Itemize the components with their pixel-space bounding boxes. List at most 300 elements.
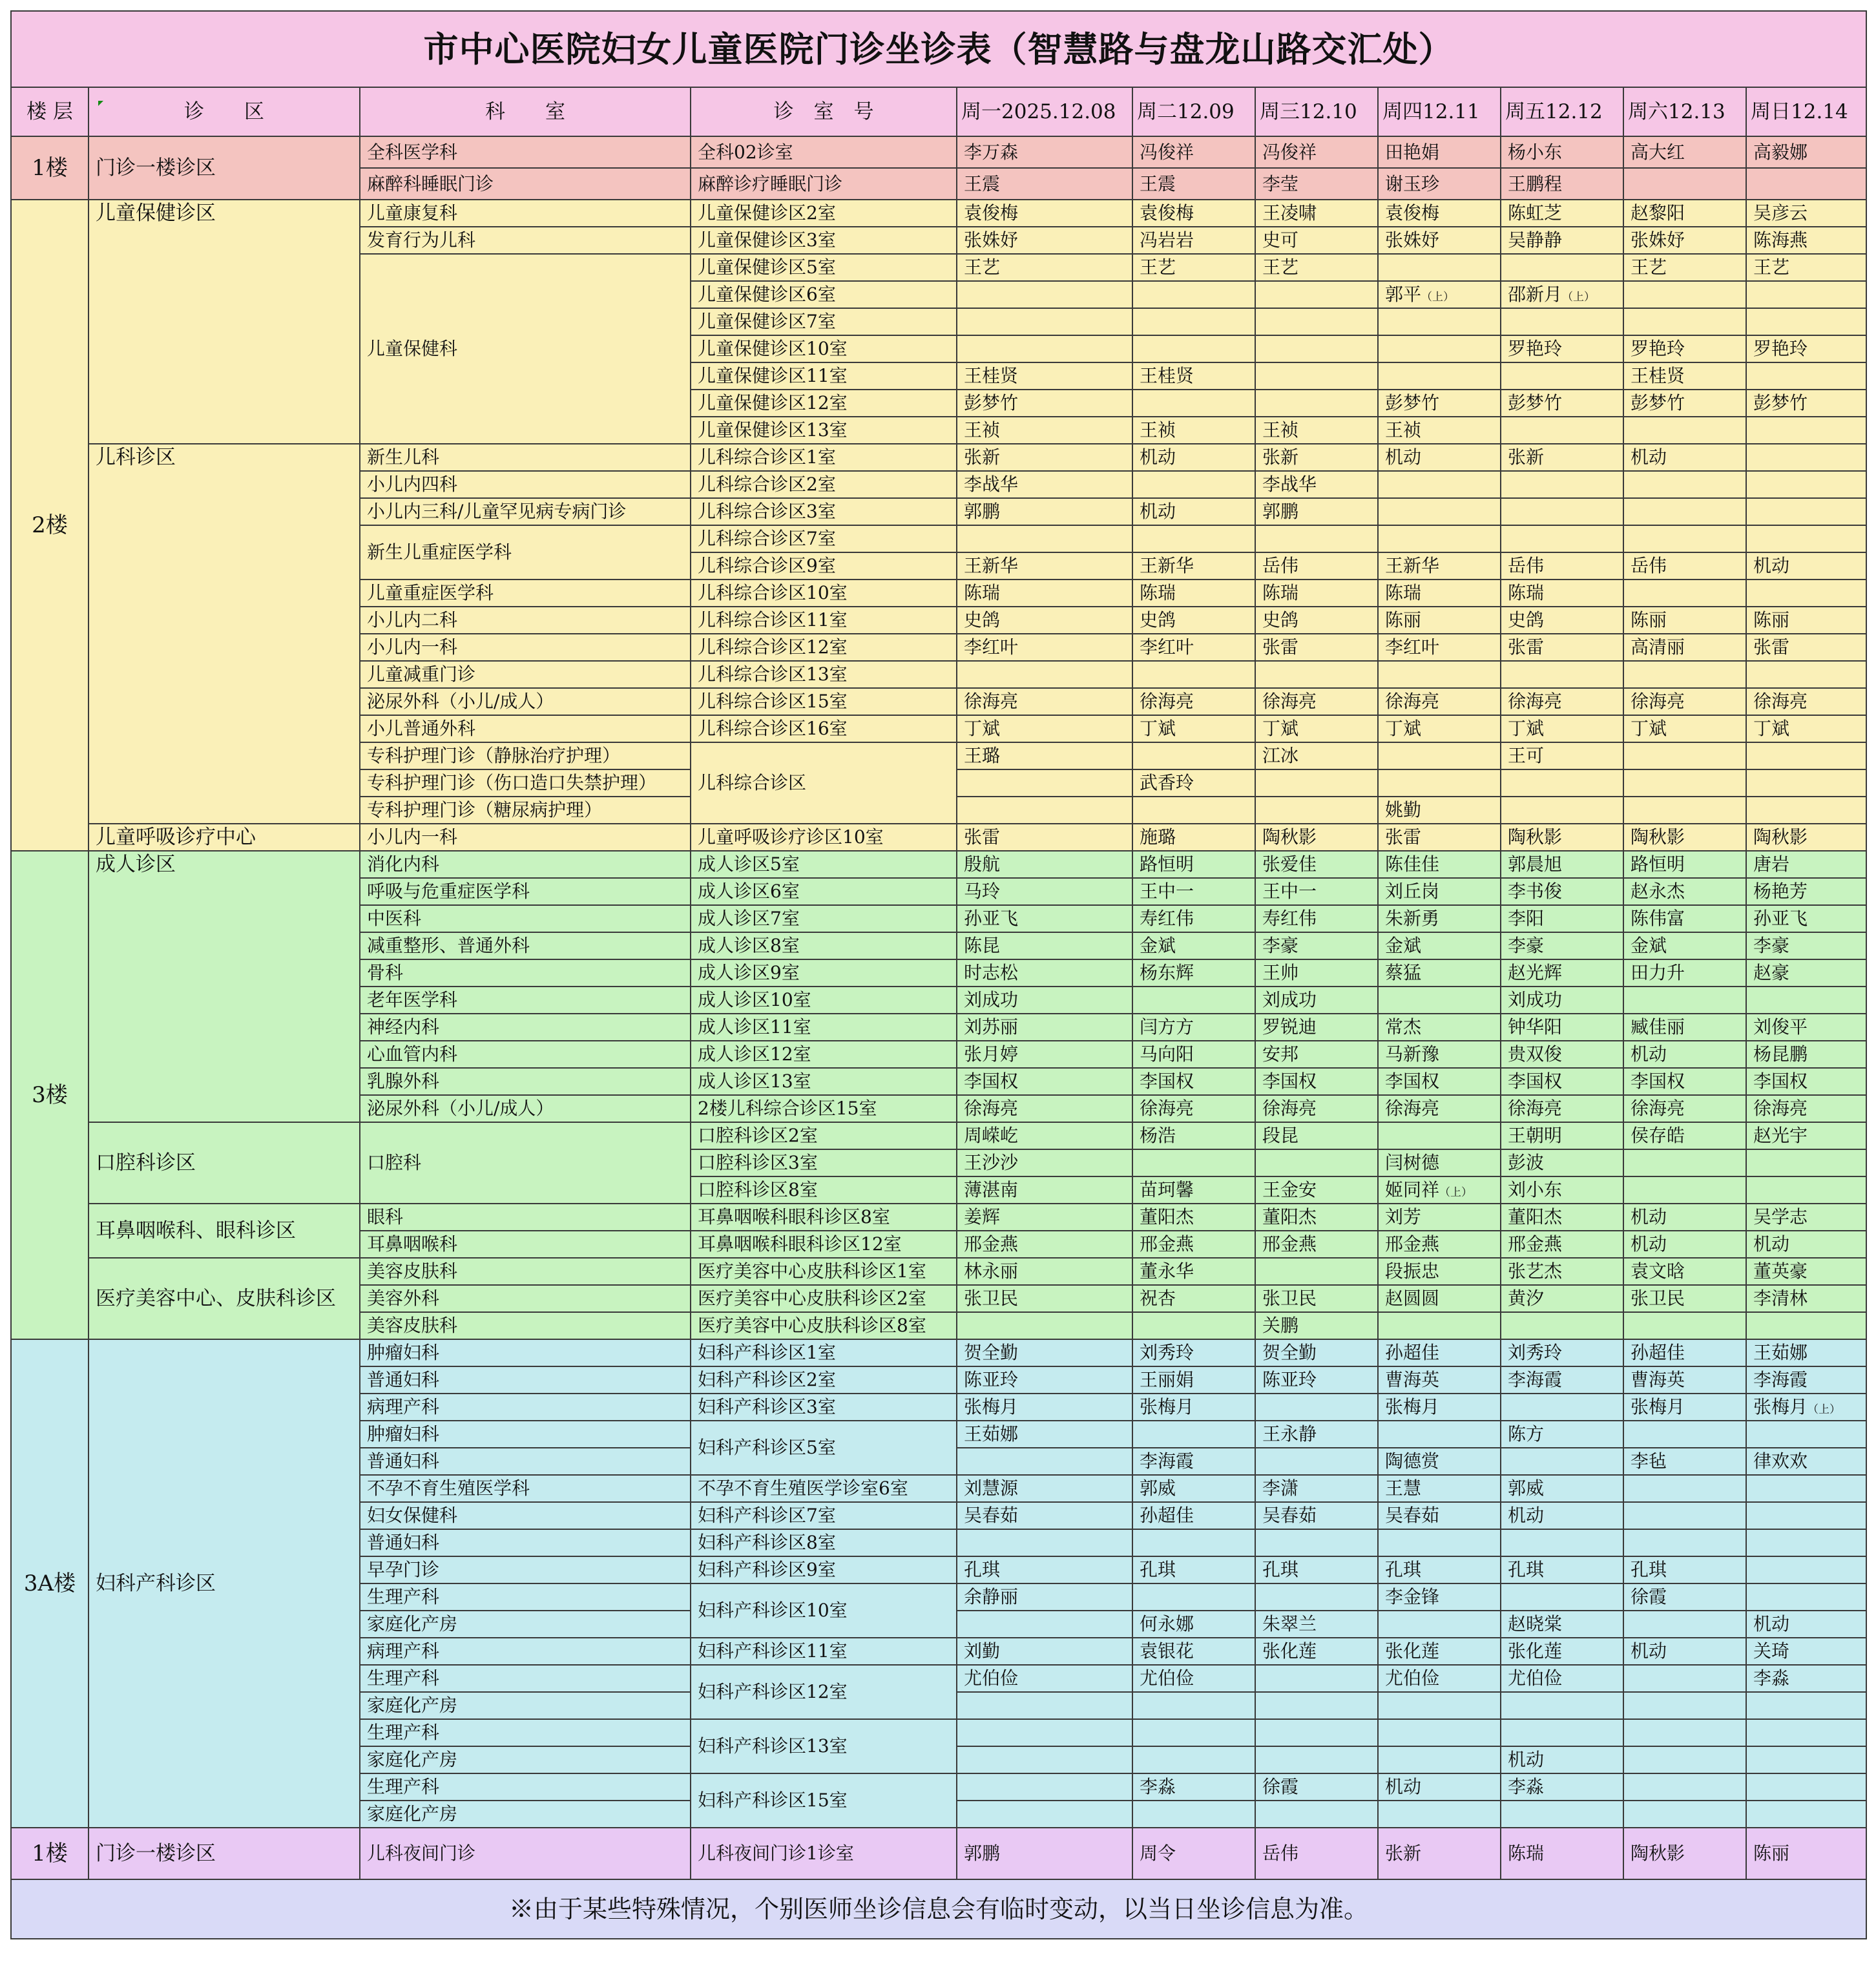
doctor-cell xyxy=(957,200,1132,227)
doctor-cell xyxy=(957,1719,1132,1746)
doctor-name: 陈海燕 xyxy=(1753,229,1808,251)
dept-cell: 耳鼻咽喉科 xyxy=(360,1231,691,1258)
doctor-cell xyxy=(1378,1665,1501,1692)
dept-cell: 泌尿外科（小儿/成人） xyxy=(360,688,691,715)
doctor-cell xyxy=(1623,525,1746,552)
doctor-name: 王帅 xyxy=(1262,962,1299,983)
doctor-cell xyxy=(957,1095,1132,1122)
doctor-name: 王朝明 xyxy=(1508,1125,1563,1146)
header-zone: 诊 区 xyxy=(89,87,360,136)
doctor-name: 罗艳玲 xyxy=(1753,338,1808,359)
doctor-cell xyxy=(1132,797,1255,824)
doctor-cell xyxy=(1378,905,1501,932)
doctor-name: 张梅月 xyxy=(1631,1396,1685,1417)
doctor-cell xyxy=(957,1828,1132,1879)
doctor-cell xyxy=(1623,1421,1746,1448)
doctor-name: 郭鹏 xyxy=(964,1843,1001,1864)
doctor-cell xyxy=(1255,1773,1378,1801)
doctor-cell xyxy=(957,1746,1132,1773)
doctor-name: 张新 xyxy=(1385,1843,1422,1864)
doctor-cell xyxy=(1623,254,1746,281)
doctor-cell xyxy=(1255,1285,1378,1312)
dept-cell: 儿童康复科 xyxy=(360,200,691,227)
zone-label: 医疗美容中心、皮肤科诊区 xyxy=(89,1258,360,1339)
doctor-cell xyxy=(957,797,1132,824)
zone-label: 门诊一楼诊区 xyxy=(89,1828,360,1879)
doctor-cell xyxy=(957,1502,1132,1529)
doctor-name: 陈虹芝 xyxy=(1508,202,1563,224)
doctor-cell xyxy=(1378,688,1501,715)
dept-cell: 全科医学科 xyxy=(360,136,691,168)
doctor-cell xyxy=(1501,1204,1623,1231)
morning-note: （上） xyxy=(1808,1403,1841,1416)
doctor-cell xyxy=(1501,471,1623,498)
doctor-name: 高清丽 xyxy=(1631,636,1685,658)
doctor-cell xyxy=(1501,715,1623,742)
doctor-name: 张姝妤 xyxy=(964,229,1019,251)
doctor-name: 陈亚玲 xyxy=(1262,1369,1317,1390)
doctor-cell xyxy=(1132,905,1255,932)
doctor-name: 史可 xyxy=(1262,229,1299,251)
doctor-cell xyxy=(1623,661,1746,688)
doctor-name: 陶秋影 xyxy=(1631,1843,1685,1864)
room-cell: 妇科产科诊区9室 xyxy=(691,1556,957,1583)
doctor-cell xyxy=(1746,1285,1866,1312)
doctor-cell xyxy=(1746,851,1866,878)
doctor-cell xyxy=(1378,878,1501,905)
doctor-cell xyxy=(1378,797,1501,824)
doctor-cell xyxy=(1623,769,1746,797)
doctor-cell xyxy=(1255,498,1378,525)
doctor-name: 机动 xyxy=(1631,1206,1667,1228)
doctor-name: 李国权 xyxy=(1140,1071,1194,1092)
doctor-cell xyxy=(1746,1312,1866,1339)
doctor-name: 罗艳玲 xyxy=(1631,338,1685,359)
doctor-cell xyxy=(957,959,1132,987)
doctor-cell xyxy=(1501,254,1623,281)
doctor-name: 李红叶 xyxy=(1140,636,1194,658)
doctor-name: 殷航 xyxy=(964,853,1001,875)
doctor-cell xyxy=(1132,1502,1255,1529)
doctor-cell xyxy=(1255,281,1378,308)
floor-label: 3楼 xyxy=(11,851,89,1339)
doctor-cell xyxy=(1623,417,1746,444)
doctor-name: 史鸽 xyxy=(1140,609,1176,631)
room-cell: 耳鼻咽喉科眼科诊区8室 xyxy=(691,1204,957,1231)
doctor-name: 金斌 xyxy=(1385,935,1422,956)
doctor-name: 吴春茹 xyxy=(1262,1505,1317,1526)
doctor-cell xyxy=(1746,1421,1866,1448)
doctor-cell xyxy=(1623,1556,1746,1583)
doctor-cell xyxy=(1255,607,1378,634)
doctor-cell xyxy=(1623,552,1746,580)
doctor-name: 段昆 xyxy=(1262,1125,1299,1146)
doctor-cell xyxy=(1132,1665,1255,1692)
doctor-cell xyxy=(957,932,1132,959)
doctor-cell xyxy=(1378,200,1501,227)
doctor-name: 彭波 xyxy=(1508,1152,1545,1173)
doctor-cell xyxy=(1132,390,1255,417)
doctor-cell xyxy=(1623,1611,1746,1638)
doctor-name: 徐海亮 xyxy=(1631,691,1685,712)
doctor-cell xyxy=(1746,959,1866,987)
header-day: 周四12.11 xyxy=(1378,87,1501,136)
doctor-name: 寿红伟 xyxy=(1140,908,1194,929)
doctor-cell xyxy=(957,1366,1132,1394)
doctor-cell xyxy=(1623,932,1746,959)
doctor-name: 李豪 xyxy=(1753,935,1790,956)
header-day: 周一2025.12.08 xyxy=(957,87,1132,136)
doctor-cell xyxy=(1746,1556,1866,1583)
doctor-name: 闫树德 xyxy=(1385,1152,1440,1173)
doctor-name: 马玲 xyxy=(964,881,1001,902)
doctor-cell xyxy=(1132,742,1255,769)
room-cell: 2楼儿科综合诊区15室 xyxy=(691,1095,957,1122)
doctor-name: 曹海英 xyxy=(1631,1369,1685,1390)
doctor-cell xyxy=(1255,1475,1378,1502)
floor-label: 1楼 xyxy=(11,136,89,200)
doctor-cell xyxy=(957,390,1132,417)
doctor-cell xyxy=(1623,1258,1746,1285)
header-room: 诊 室 号 xyxy=(691,87,957,136)
doctor-name: 王桂贤 xyxy=(964,365,1019,386)
doctor-name: 王凌啸 xyxy=(1262,202,1317,224)
doctor-name: 曹海英 xyxy=(1385,1369,1440,1390)
doctor-cell xyxy=(1501,1285,1623,1312)
doctor-name: 刘成功 xyxy=(964,989,1019,1010)
doctor-cell xyxy=(1378,1556,1501,1583)
doctor-cell xyxy=(957,1176,1132,1204)
doctor-cell xyxy=(957,525,1132,552)
doctor-cell xyxy=(1132,254,1255,281)
dept-cell: 消化内科 xyxy=(360,851,691,878)
doctor-cell xyxy=(1501,1746,1623,1773)
doctor-name: 张化莲 xyxy=(1262,1640,1317,1662)
doctor-cell xyxy=(1132,1312,1255,1339)
doctor-cell xyxy=(957,552,1132,580)
doctor-name: 王茹娜 xyxy=(1753,1342,1808,1363)
doctor-name: 机动 xyxy=(1508,1505,1545,1526)
doctor-cell xyxy=(1255,1692,1378,1719)
doctor-name: 袁文晗 xyxy=(1631,1260,1685,1282)
doctor-cell xyxy=(1132,1095,1255,1122)
doctor-cell xyxy=(1501,1556,1623,1583)
doctor-name: 贺全勤 xyxy=(964,1342,1019,1363)
doctor-cell xyxy=(1255,851,1378,878)
doctor-cell xyxy=(1501,1692,1623,1719)
doctor-cell xyxy=(1255,1122,1378,1149)
doctor-cell xyxy=(957,1692,1132,1719)
doctor-name: 张新 xyxy=(1262,446,1299,468)
doctor-cell xyxy=(1501,417,1623,444)
doctor-cell xyxy=(1746,1231,1866,1258)
doctor-cell xyxy=(1746,417,1866,444)
doctor-cell xyxy=(1501,1638,1623,1665)
doctor-cell xyxy=(1255,769,1378,797)
dept-cell: 普通妇科 xyxy=(360,1529,691,1556)
doctor-cell xyxy=(1132,444,1255,471)
dept-cell: 不孕不育生殖医学科 xyxy=(360,1475,691,1502)
room-cell: 儿科夜间门诊1诊室 xyxy=(691,1828,957,1879)
doctor-name: 李金锋 xyxy=(1385,1586,1440,1607)
doctor-name: 张梅月 xyxy=(1140,1396,1194,1417)
doctor-name: 孔琪 xyxy=(964,1559,1001,1580)
doctor-name: 李战华 xyxy=(964,474,1019,495)
doctor-cell xyxy=(957,1529,1132,1556)
doctor-cell xyxy=(1501,905,1623,932)
doctor-cell xyxy=(1746,715,1866,742)
doctor-cell xyxy=(1501,1231,1623,1258)
doctor-cell xyxy=(1378,1828,1501,1879)
room-cell: 成人诊区13室 xyxy=(691,1068,957,1095)
doctor-cell xyxy=(1501,1665,1623,1692)
doctor-cell xyxy=(957,308,1132,335)
table-row xyxy=(11,200,1866,227)
doctor-name: 杨昆鹏 xyxy=(1753,1043,1808,1065)
doctor-cell xyxy=(1378,851,1501,878)
doctor-name: 冯俊祥 xyxy=(1140,141,1194,163)
doctor-name: 李海霞 xyxy=(1508,1369,1563,1390)
doctor-cell xyxy=(1501,168,1623,200)
doctor-cell xyxy=(1132,1204,1255,1231)
doctor-cell xyxy=(1746,1014,1866,1041)
doctor-name: 陈瑞 xyxy=(1508,582,1545,603)
zone-label: 儿童保健诊区 xyxy=(89,200,360,444)
doctor-cell xyxy=(1255,580,1378,607)
doctor-name: 袁俊梅 xyxy=(1140,202,1194,224)
doctor-cell xyxy=(1132,580,1255,607)
doctor-name: 张雷 xyxy=(1262,636,1299,658)
room-cell: 妇科产科诊区1室 xyxy=(691,1339,957,1366)
doctor-cell xyxy=(957,1041,1132,1068)
floor-label: 2楼 xyxy=(11,200,89,851)
doctor-cell xyxy=(957,1339,1132,1366)
doctor-name: 丁斌 xyxy=(1385,718,1422,739)
doctor-cell xyxy=(1746,1529,1866,1556)
doctor-name: 刘丘岗 xyxy=(1385,881,1440,902)
dept-cell: 骨科 xyxy=(360,959,691,987)
doctor-name: 时志松 xyxy=(964,962,1019,983)
doctor-name: 王震 xyxy=(1140,172,1176,194)
doctor-cell xyxy=(1501,661,1623,688)
doctor-cell xyxy=(957,769,1132,797)
doctor-name: 孙超佳 xyxy=(1631,1342,1685,1363)
doctor-name: 唐岩 xyxy=(1753,853,1790,875)
doctor-name: 李国权 xyxy=(1753,1071,1808,1092)
room-cell: 儿童保健诊区2室 xyxy=(691,200,957,227)
doctor-name: 张雷 xyxy=(1508,636,1545,658)
doctor-cell xyxy=(1255,1529,1378,1556)
doctor-cell xyxy=(1501,1394,1623,1421)
doctor-cell xyxy=(1746,878,1866,905)
doctor-cell xyxy=(1132,959,1255,987)
doctor-cell xyxy=(1132,1258,1255,1285)
doctor-cell xyxy=(1378,661,1501,688)
doctor-cell xyxy=(1746,1638,1866,1665)
doctor-cell xyxy=(957,1122,1132,1149)
doctor-cell xyxy=(1132,607,1255,634)
doctor-cell xyxy=(1501,362,1623,390)
doctor-name: 张姝妤 xyxy=(1385,229,1440,251)
doctor-name: 李清林 xyxy=(1753,1288,1808,1309)
doctor-cell xyxy=(1623,1366,1746,1394)
doctor-cell xyxy=(1746,136,1866,168)
doctor-cell xyxy=(1255,1583,1378,1611)
doctor-cell xyxy=(1501,335,1623,362)
doctor-name: 赵晓棠 xyxy=(1508,1613,1563,1635)
doctor-name: 杨艳芳 xyxy=(1753,881,1808,902)
doctor-cell xyxy=(1132,136,1255,168)
doctor-cell xyxy=(1501,1801,1623,1828)
doctor-cell xyxy=(1623,959,1746,987)
doctor-name: 机动 xyxy=(1385,1776,1422,1797)
doctor-cell xyxy=(957,227,1132,254)
doctor-cell xyxy=(957,580,1132,607)
comment-marker-icon xyxy=(98,101,103,106)
doctor-cell xyxy=(1746,362,1866,390)
dept-cell: 儿童保健科 xyxy=(360,254,691,444)
doctor-name: 机动 xyxy=(1631,1640,1667,1662)
dept-cell: 生理产科 xyxy=(360,1773,691,1801)
dept-cell: 美容皮肤科 xyxy=(360,1312,691,1339)
doctor-name: 徐霞 xyxy=(1262,1776,1299,1797)
doctor-name: 杨小东 xyxy=(1508,141,1563,163)
doctor-name: 王丽娟 xyxy=(1140,1369,1194,1390)
doctor-cell xyxy=(1746,1394,1866,1421)
doctor-cell xyxy=(1501,498,1623,525)
doctor-name: 董阳杰 xyxy=(1140,1206,1194,1228)
doctor-name: 郭鹏 xyxy=(964,501,1001,522)
doctor-cell xyxy=(1255,742,1378,769)
doctor-cell xyxy=(957,1556,1132,1583)
doctor-name: 孔琪 xyxy=(1262,1559,1299,1580)
doctor-name: 机动 xyxy=(1631,1233,1667,1255)
doctor-name: 尤伯俭 xyxy=(1385,1667,1440,1689)
doctor-name: 段振忠 xyxy=(1385,1260,1440,1282)
doctor-name: 郭鹏 xyxy=(1262,501,1299,522)
doctor-name: 冯俊祥 xyxy=(1262,141,1317,163)
doctor-name: 张姝妤 xyxy=(1631,229,1685,251)
doctor-name: 张梅月 xyxy=(1385,1396,1440,1417)
doctor-cell xyxy=(1132,1828,1255,1879)
doctor-cell xyxy=(1623,1801,1746,1828)
doctor-name: 刘秀玲 xyxy=(1508,1342,1563,1363)
room-cell: 成人诊区12室 xyxy=(691,1041,957,1068)
doctor-name: 袁银花 xyxy=(1140,1640,1194,1662)
dept-cell: 家庭化产房 xyxy=(360,1611,691,1638)
dept-cell: 专科护理门诊（伤口造口失禁护理） xyxy=(360,769,691,797)
doctor-name: 张梅月 xyxy=(1753,1396,1808,1417)
floor-label: 3A楼 xyxy=(11,1339,89,1828)
doctor-cell xyxy=(1255,1176,1378,1204)
doctor-name: 王桂贤 xyxy=(1631,365,1685,386)
doctor-name: 刘苏丽 xyxy=(964,1016,1019,1038)
doctor-name: 罗艳玲 xyxy=(1508,338,1563,359)
doctor-cell xyxy=(1255,1258,1378,1285)
doctor-name: 徐海亮 xyxy=(1631,1098,1685,1119)
doctor-name: 李万森 xyxy=(964,141,1019,163)
doctor-name: 高大红 xyxy=(1631,141,1685,163)
doctor-name: 王慧 xyxy=(1385,1478,1422,1499)
doctor-name: 董阳杰 xyxy=(1262,1206,1317,1228)
doctor-name: 机动 xyxy=(1753,1233,1790,1255)
doctor-cell xyxy=(1255,1339,1378,1366)
doctor-name: 王金安 xyxy=(1262,1179,1317,1200)
room-cell: 口腔科诊区8室 xyxy=(691,1176,957,1204)
zone-label: 儿童呼吸诊疗中心 xyxy=(89,824,360,851)
doctor-name: 孙超佳 xyxy=(1385,1342,1440,1363)
doctor-cell xyxy=(1501,824,1623,851)
doctor-name: 邢金燕 xyxy=(1385,1233,1440,1255)
doctor-name: 徐海亮 xyxy=(1262,691,1317,712)
doctor-cell xyxy=(1378,1122,1501,1149)
dept-cell: 乳腺外科 xyxy=(360,1068,691,1095)
header-day: 周六12.13 xyxy=(1623,87,1746,136)
doctor-cell xyxy=(1623,168,1746,200)
doctor-name: 机动 xyxy=(1753,555,1790,576)
doctor-name: 丁斌 xyxy=(1508,718,1545,739)
header-floor: 楼 层 xyxy=(11,87,89,136)
doctor-cell xyxy=(1255,1095,1378,1122)
doctor-cell xyxy=(957,607,1132,634)
doctor-cell xyxy=(1623,688,1746,715)
doctor-name: 朱新勇 xyxy=(1385,908,1440,929)
doctor-cell xyxy=(1746,1801,1866,1828)
doctor-cell xyxy=(957,1231,1132,1258)
doctor-cell xyxy=(957,742,1132,769)
doctor-cell xyxy=(1623,607,1746,634)
doctor-name: 路恒明 xyxy=(1140,853,1194,875)
doctor-cell xyxy=(1501,634,1623,661)
doctor-cell xyxy=(1132,308,1255,335)
room-cell: 儿科综合诊区 xyxy=(691,742,957,824)
doctor-cell xyxy=(1255,1421,1378,1448)
doctor-cell xyxy=(1378,136,1501,168)
dept-cell: 生理产科 xyxy=(360,1665,691,1692)
doctor-cell xyxy=(1255,1556,1378,1583)
doctor-name: 谢玉珍 xyxy=(1385,172,1440,194)
dept-cell: 小儿内一科 xyxy=(360,634,691,661)
doctor-name: 田艳娟 xyxy=(1385,141,1440,163)
doctor-cell xyxy=(1623,1394,1746,1421)
doctor-name: 关鹏 xyxy=(1262,1315,1299,1336)
doctor-cell xyxy=(1378,335,1501,362)
doctor-cell xyxy=(1378,607,1501,634)
doctor-cell xyxy=(1501,1828,1623,1879)
doctor-cell xyxy=(1132,1583,1255,1611)
doctor-cell xyxy=(1255,552,1378,580)
doctor-name: 侯存皓 xyxy=(1631,1125,1685,1146)
doctor-cell xyxy=(1623,1014,1746,1041)
doctor-name: 陶秋影 xyxy=(1753,826,1808,848)
room-cell: 儿科综合诊区16室 xyxy=(691,715,957,742)
doctor-cell xyxy=(1501,769,1623,797)
doctor-cell xyxy=(1378,390,1501,417)
doctor-cell xyxy=(1132,1231,1255,1258)
room-cell: 儿科综合诊区7室 xyxy=(691,525,957,552)
doctor-cell xyxy=(1255,959,1378,987)
dept-cell: 病理产科 xyxy=(360,1638,691,1665)
doctor-cell xyxy=(1623,1041,1746,1068)
doctor-cell xyxy=(1623,1339,1746,1366)
doctor-name: 刘芳 xyxy=(1385,1206,1422,1228)
doctor-cell xyxy=(1501,1448,1623,1475)
header-dept: 科 室 xyxy=(360,87,691,136)
doctor-name: 丁斌 xyxy=(1753,718,1790,739)
doctor-cell xyxy=(1378,1801,1501,1828)
doctor-name: 王新华 xyxy=(1140,555,1194,576)
doctor-cell xyxy=(1255,390,1378,417)
